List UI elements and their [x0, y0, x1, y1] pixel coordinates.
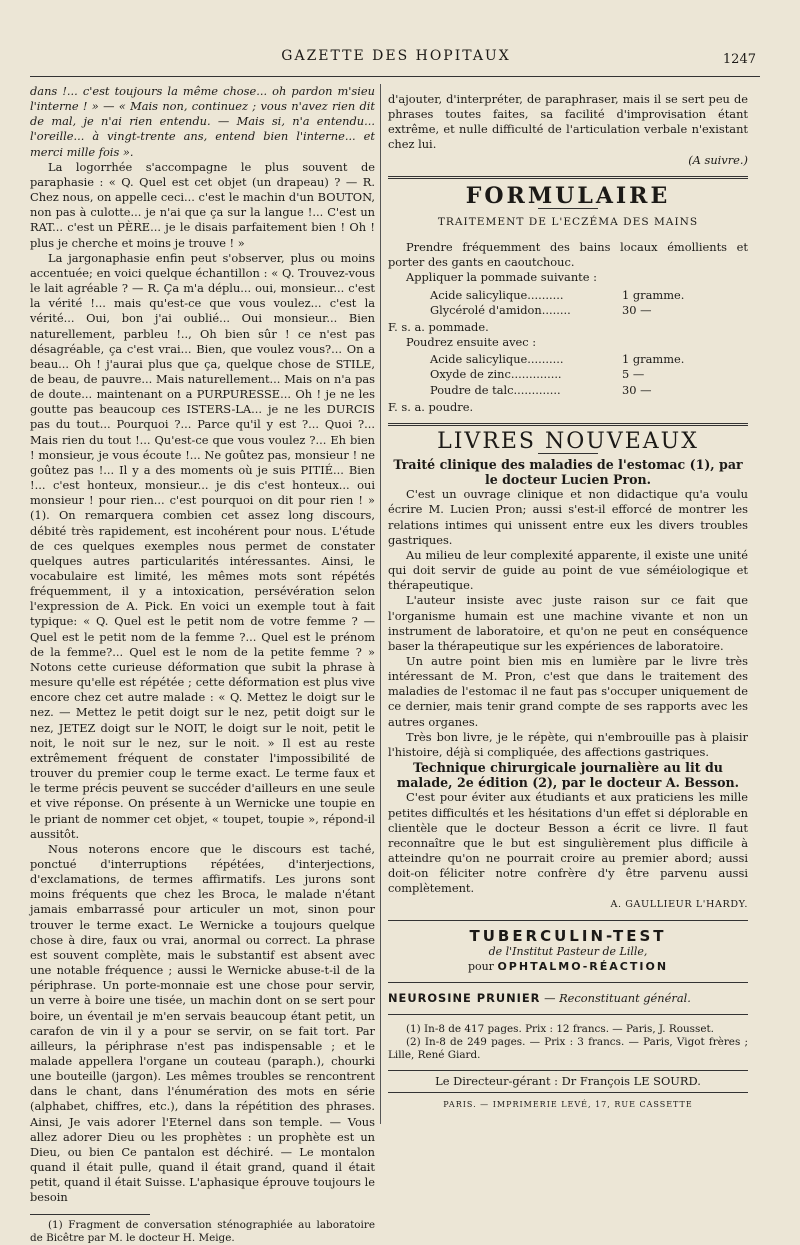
formulaire-subheading: TRAITEMENT DE L'ECZÉMA DES MAINS — [437, 215, 699, 228]
recipe-line: Glycérolé d'amidon........ 30 — — [430, 302, 652, 317]
page-number: 1247 — [722, 52, 756, 67]
book-1-paragraph: L'auteur insiste avec juste raison sur ce fait que l'organisme humain est une machine vivante et non un instrument de laboratoire, et qu'on ne peut en conséquence baser la thérapeutique sur les expériences de laboratoire. — [388, 593, 748, 653]
recipe-line: Oxyde de zinc.............. 5 — — [430, 367, 645, 382]
formulaire-heading: FORMULAIRE — [465, 182, 671, 209]
footnote-rule — [30, 1214, 150, 1215]
formulaire-paragraph-1: Prendre fréquemment des bains locaux émollients et porter des gants en caoutchouc. — [388, 240, 748, 270]
recipe-line: Poudre de talc............. 30 — — [430, 382, 652, 397]
review-signature: A. GAULLIEUR L'HARDY. — [610, 898, 748, 910]
printer-line: PARIS. — IMPRIMERIE LEVÉ, 17, RUE CASSETTE — [443, 1100, 693, 1110]
recipe-pommade — [388, 288, 748, 318]
book-1-paragraph: Un autre point bien mis en lumière par le livre très intéressant de M. Pron, c'est que dans le traitement des maladies de l'estomac il ne faut pas s'occuper uniquement de ce dernier, mais tenir grand compte de ses rapports avec les autres organes. — [388, 654, 748, 729]
page-header — [36, 44, 756, 72]
section-rule — [388, 423, 748, 426]
advert-subtitle: de l'Institut Pasteur de Lille, — [488, 944, 648, 958]
recipe-instruction-1: F. s. a. pommade. — [388, 319, 489, 334]
formulaire-paragraph-2: Appliquer la pommade suivante : — [406, 270, 597, 285]
section-rule — [388, 176, 748, 179]
advert-title: TUBERCULIN-TEST — [469, 926, 667, 945]
book-2-title: Technique chirurgicale journalière au lit du malade, 2e édition (2), par le docteur A. Besson. — [396, 760, 740, 791]
column-divider — [380, 84, 381, 1124]
right-paragraph-1: d'ajouter, d'interpréter, de paraphraser, mais il se sert peu de phrases toutes faites, sa facilité d'improvisation étant extrême, et nulle difficulté de l'articulation verbale n'existant chez lui. — [388, 92, 748, 152]
book-1-paragraph: C'est un ouvrage clinique et non didactique qu'a voulu écrire M. Lucien Pron; aussi s'est-il efforcé de montrer les relations intimes qui unissent entre eux les divers troubles gastriques. — [388, 487, 748, 547]
journal-title: GAZETTE DES HOPITAUX — [281, 48, 511, 64]
left-paragraph-2: La logorrhée s'accompagne le plus souvent de paraphasie : « Q. Quel est cet objet (un drapeau) ? — R. Chez nous, on appelle ceci... c'est le machin d'un BOUTON, non pas à culotte... je n'ai que ça sur la langue !... C'est un RAT... c'est un PÈRE... je le disais parfaitement bien ! Oh ! plus je cherche et moins je trouve ! » — [30, 159, 375, 250]
left-paragraph-1: dans !... c'est toujours la même chose... oh pardon m'sieu l'interne ! » — « Mais non, continuez ; vous n'avez rien dit de mal, je n'ai rien entendu. — Mais si, n'a entendu... l'oreille... à vingt-trente ans, entend bien l'interne... et merci mille fois ». — [30, 84, 375, 159]
recipe-instruction-2: F. s. a. poudre. — [388, 399, 474, 414]
right-footnote-2: (2) In-8 de 249 pages. — Prix : 3 francs. — Paris, Vigot frères ; Lille, René Giard. — [388, 1036, 748, 1062]
advert-neurosine: NEUROSINE PRUNIER — Reconstituant général. — [388, 991, 691, 1006]
left-footnote: (1) Fragment de conversation sténographiée au laboratoire de Bicêtre par M. le docteur H. Meige. — [30, 1218, 375, 1244]
right-column — [388, 92, 748, 1113]
header-rule — [30, 76, 760, 77]
recipe-poudre — [388, 352, 748, 397]
book-2-paragraph: C'est pour éviter aux étudiants et aux praticiens les mille petites difficultés et les hésitations d'un effet si déplorable en clientèle que le docteur Besson a écrit ce livre. Il faut reconnaître que le but est singulièrement plus difficile à atteindre qu'on ne pourrait croire au premier abord; aussi doit-on féliciter notre confrère d'y être parvenu aussi complètement. — [388, 790, 748, 896]
book-1-title: Traité clinique des maladies de l'estomac (1), par le docteur Lucien Pron. — [393, 456, 743, 488]
advert-brand: pour OPHTALMO-RÉACTION — [467, 959, 669, 973]
recipe-line: Acide salicylique.......... 1 gramme. — [430, 352, 685, 367]
section-rule — [388, 920, 748, 921]
book-1-paragraph: Au milieu de leur complexité apparente, il existe une unité qui doit servir de guide au point de vue séméiologique et thérapeutique. — [388, 547, 748, 593]
right-footnote-1: (1) In-8 de 417 pages. Prix : 12 francs. — Paris, J. Rousset. — [406, 1023, 714, 1036]
left-column — [30, 84, 375, 1245]
to-be-continued: (A suivre.) — [688, 152, 748, 167]
livres-heading: LIVRES NOUVEAUX — [437, 428, 699, 454]
director-line: Le Directeur-gérant : Dr François LE SOURD. — [388, 1070, 748, 1093]
left-paragraph-3: La jargonaphasie enfin peut s'observer, plus ou moins accentuée; en voici quelque échantillon : « Q. Trouvez-vous le lait agréable ? — R. Ça m'a déplu... oui, monsieur... c'est la vérité !... mais qu'est-ce que vous voulez... c'est la vérité... Oui, bon j'ai oublié... Oui monsieur... Bien naturellement, parbleu !.., Oh bien sûr ! ce n'est pas désagréable, ça c'est vrai... Bien, que voulez vous?... On a beau... Oh ! j'aurai plus que ça, quelque chose de STILE, de beau, de pauvre... Mais naturellement... Mais on n'a pas de doute... maintenant on a PURPURESSE... Oh ! je ne les goutte pas beaucoup ces ISTERS-LA... je ne les DURCIS pas du tout... Pourquoi ?... Parce qu'il y est ?... Quoi ?... Mais rien du tout !... Qu'est-ce que vous voulez ?... Eh bien ! monsieur, je vous écoute !... Ne goûtez pas, monsieur ! ne goûtez pas !... Il y a des moments où je suis PITIÉ... Bien !... c'est honteux, monsieur... je dis c'est honteux... oui monsieur ! pour rien... c'est pourquoi on dit pour rien ! » (1). On remarquera combien cet assez long discours, débité très rapidement, est incohérent pour nous. L'étude de ces quelques exemples nous permet de constater quelques autres particularités intéressantes. Ainsi, le vocabulaire est limité, les mêmes mots sont répétés fréquemment, il y a intoxication, persévération selon l'expression de A. Pick. En voici un exemple tout à fait typique: « Q. Quel est le petit nom de votre femme ? — Quel est le petit nom de la femme ?... Quel est le prénom de la femme?... Quel est le nom de la petite femme ? » Notons cette curieuse déformation que subit la phrase à mesure qu'elle est répétée ; cette déformation est plus vive encore chez cet autre malade : « Q. Mettez le doigt sur le nez. — Mettez le petit doigt sur le nez, petit doigt sur le nez, JETEZ doigt sur le NOIT, le doigt sur le noit, petit le noit, le noit sur le nez, sur le noit. » Il est au reste extrêmement fréquent de constater l'impossibilité de trouver du premier coup le terme exact. Le terme faux et le terme précis peuvent se succéder d'ailleurs en une seule et vive réponse. On présente à un Wernicke une toupie en le priant de nommer cet objet, « toupet, toupie », répond-il aussitôt. — [30, 250, 375, 841]
left-paragraph-4: Nous noterons encore que le discours est taché, ponctué d'interruptions répétées, d'interjections, d'exclamations, de termes affirmatifs. Les jurons sont moins fréquents que chez les Broca, le malade n'étant jamais embarrassé pour articuler un mot, sinon pour trouver le terme exact. Le Wernicke a toujours quelque chose à dire, faux ou vrai, anormal ou correct. La phrase est souvent complète, mais le substantif est absent avec une notable fréquence ; aussi le Wernicke abuse-t-il de la périphrase. Un porte-monnaie est une chose pour servir, un verre à boire une tisée, un machin dont on se sert pour boire, un éventail je m'en servais beaucoup étant petit, un carafon de vin il y a pour se servir, on se fait tort. Par ailleurs, la périphrase n'est pas indispensable ; et le malade appellera l'organe un couteau (paraph.), chourki une bouteille (jargon). Les mêmes troubles se rencontrent dans le chant, dans l'énumération des mots en série (alphabet, chiffres, etc.), dans la répétition des phrases. Ainsi, Je vais adorer l'Eternel dans son temple. — Vous allez adorer Dieu ou les prophètes : un prophète est un Dieu, ou bien Ce pantalon est déchiré. — Le montalon quand il était pulle, quand il était grand, quand il était petit, quand il était Suisse. L'aphasique éprouve toujours le besoin — [30, 841, 375, 1205]
book-1-paragraph: Très bon livre, je le répète, qui n'embrouille pas à plaisir l'histoire, déjà si compliquée, des affections gastriques. — [388, 729, 748, 759]
section-rule — [388, 1014, 748, 1015]
recipe-line: Acide salicylique.......... 1 gramme. — [430, 287, 685, 302]
formulaire-paragraph-3: Poudrez ensuite avec : — [406, 335, 537, 350]
section-rule — [388, 982, 748, 983]
